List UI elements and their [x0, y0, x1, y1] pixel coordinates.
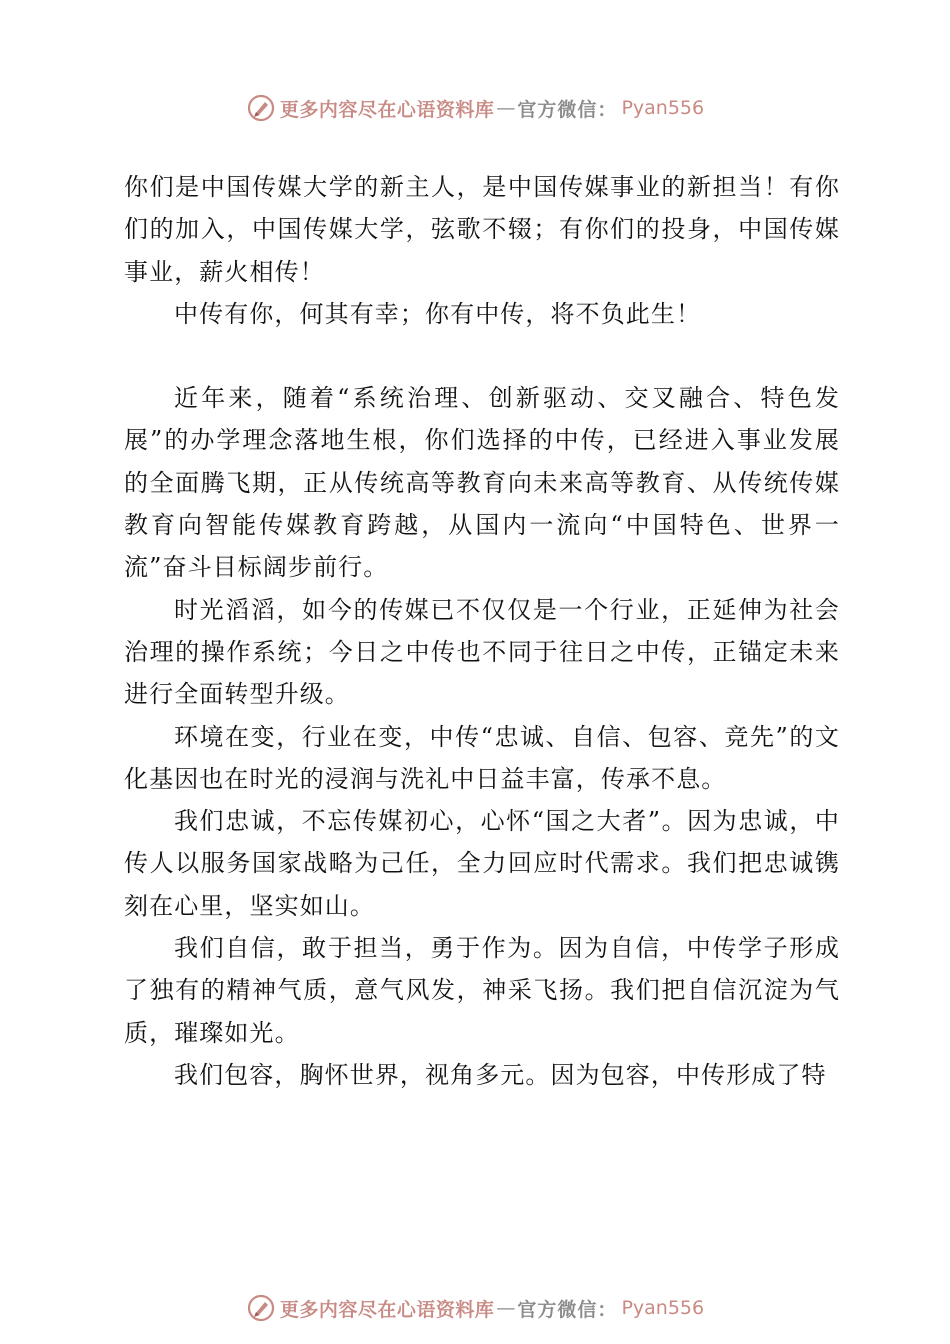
footer-wechat-id: Pyan556 [621, 1297, 705, 1319]
paragraph-4: 时光滔滔，如今的传媒已不仅仅是一个行业，正延伸为社会治理的操作系统；今日之中传也不同于往日之中传，正锚定未来进行全面转型升级。 [124, 595, 840, 709]
header-wechat-id: Pyan556 [621, 97, 705, 119]
header-banner-text: 更多内容尽在心语资料库 [279, 98, 495, 121]
footer-banner [0, 1288, 950, 1328]
header-dash: — [496, 97, 516, 119]
header-banner [0, 88, 950, 128]
pen-logo-icon [246, 1293, 276, 1323]
header-wechat-label: 官方微信： [517, 98, 618, 121]
document-body [124, 166, 840, 1096]
paragraph-2: 中传有你，何其有幸；你有中传，将不负此生！ [174, 299, 702, 328]
footer-wechat-label: 官方微信： [517, 1298, 618, 1321]
paragraph-3: 近年来，随着“系统治理、创新驱动、交叉融合、特色发展”的办学理念落地生根，你们选择的中传，已经进入事业发展的全面腾飞期，正从传统高等教育向未来高等教育、从传统传媒教育向智能传媒教育跨越，从国内一流向“中国特色、世界一流”奋斗目标阔步前行。 [124, 384, 840, 582]
pen-logo-icon [246, 93, 276, 123]
paragraph-7: 我们自信，敢于担当，勇于作为。因为自信，中传学子形成了独有的精神气质，意气风发，神采飞扬。我们把自信沉淀为气质，璀璨如光。 [124, 934, 840, 1047]
paragraph-1: 你们是中国传媒大学的新主人，是中国传媒事业的新担当！有你们的加入，中国传媒大学，弦歌不辍；有你们的投身，中国传媒事业，薪火相传！ [124, 173, 840, 286]
footer-banner-text: 更多内容尽在心语资料库 [279, 1298, 495, 1321]
footer-dash: — [496, 1297, 516, 1319]
paragraph-6: 我们忠诚，不忘传媒初心，心怀“国之大者”。因为忠诚，中传人以服务国家战略为己任，全力回应时代需求。我们把忠诚镌刻在心里，坚实如山。 [124, 807, 840, 920]
paragraph-8: 我们包容，胸怀世界，视角多元。因为包容，中传形成了特 [174, 1060, 827, 1089]
paragraph-5: 环境在变，行业在变，中传“忠诚、自信、包容、竞先”的文化基因也在时光的浸润与洗礼中日益丰富，传承不息。 [124, 722, 840, 793]
